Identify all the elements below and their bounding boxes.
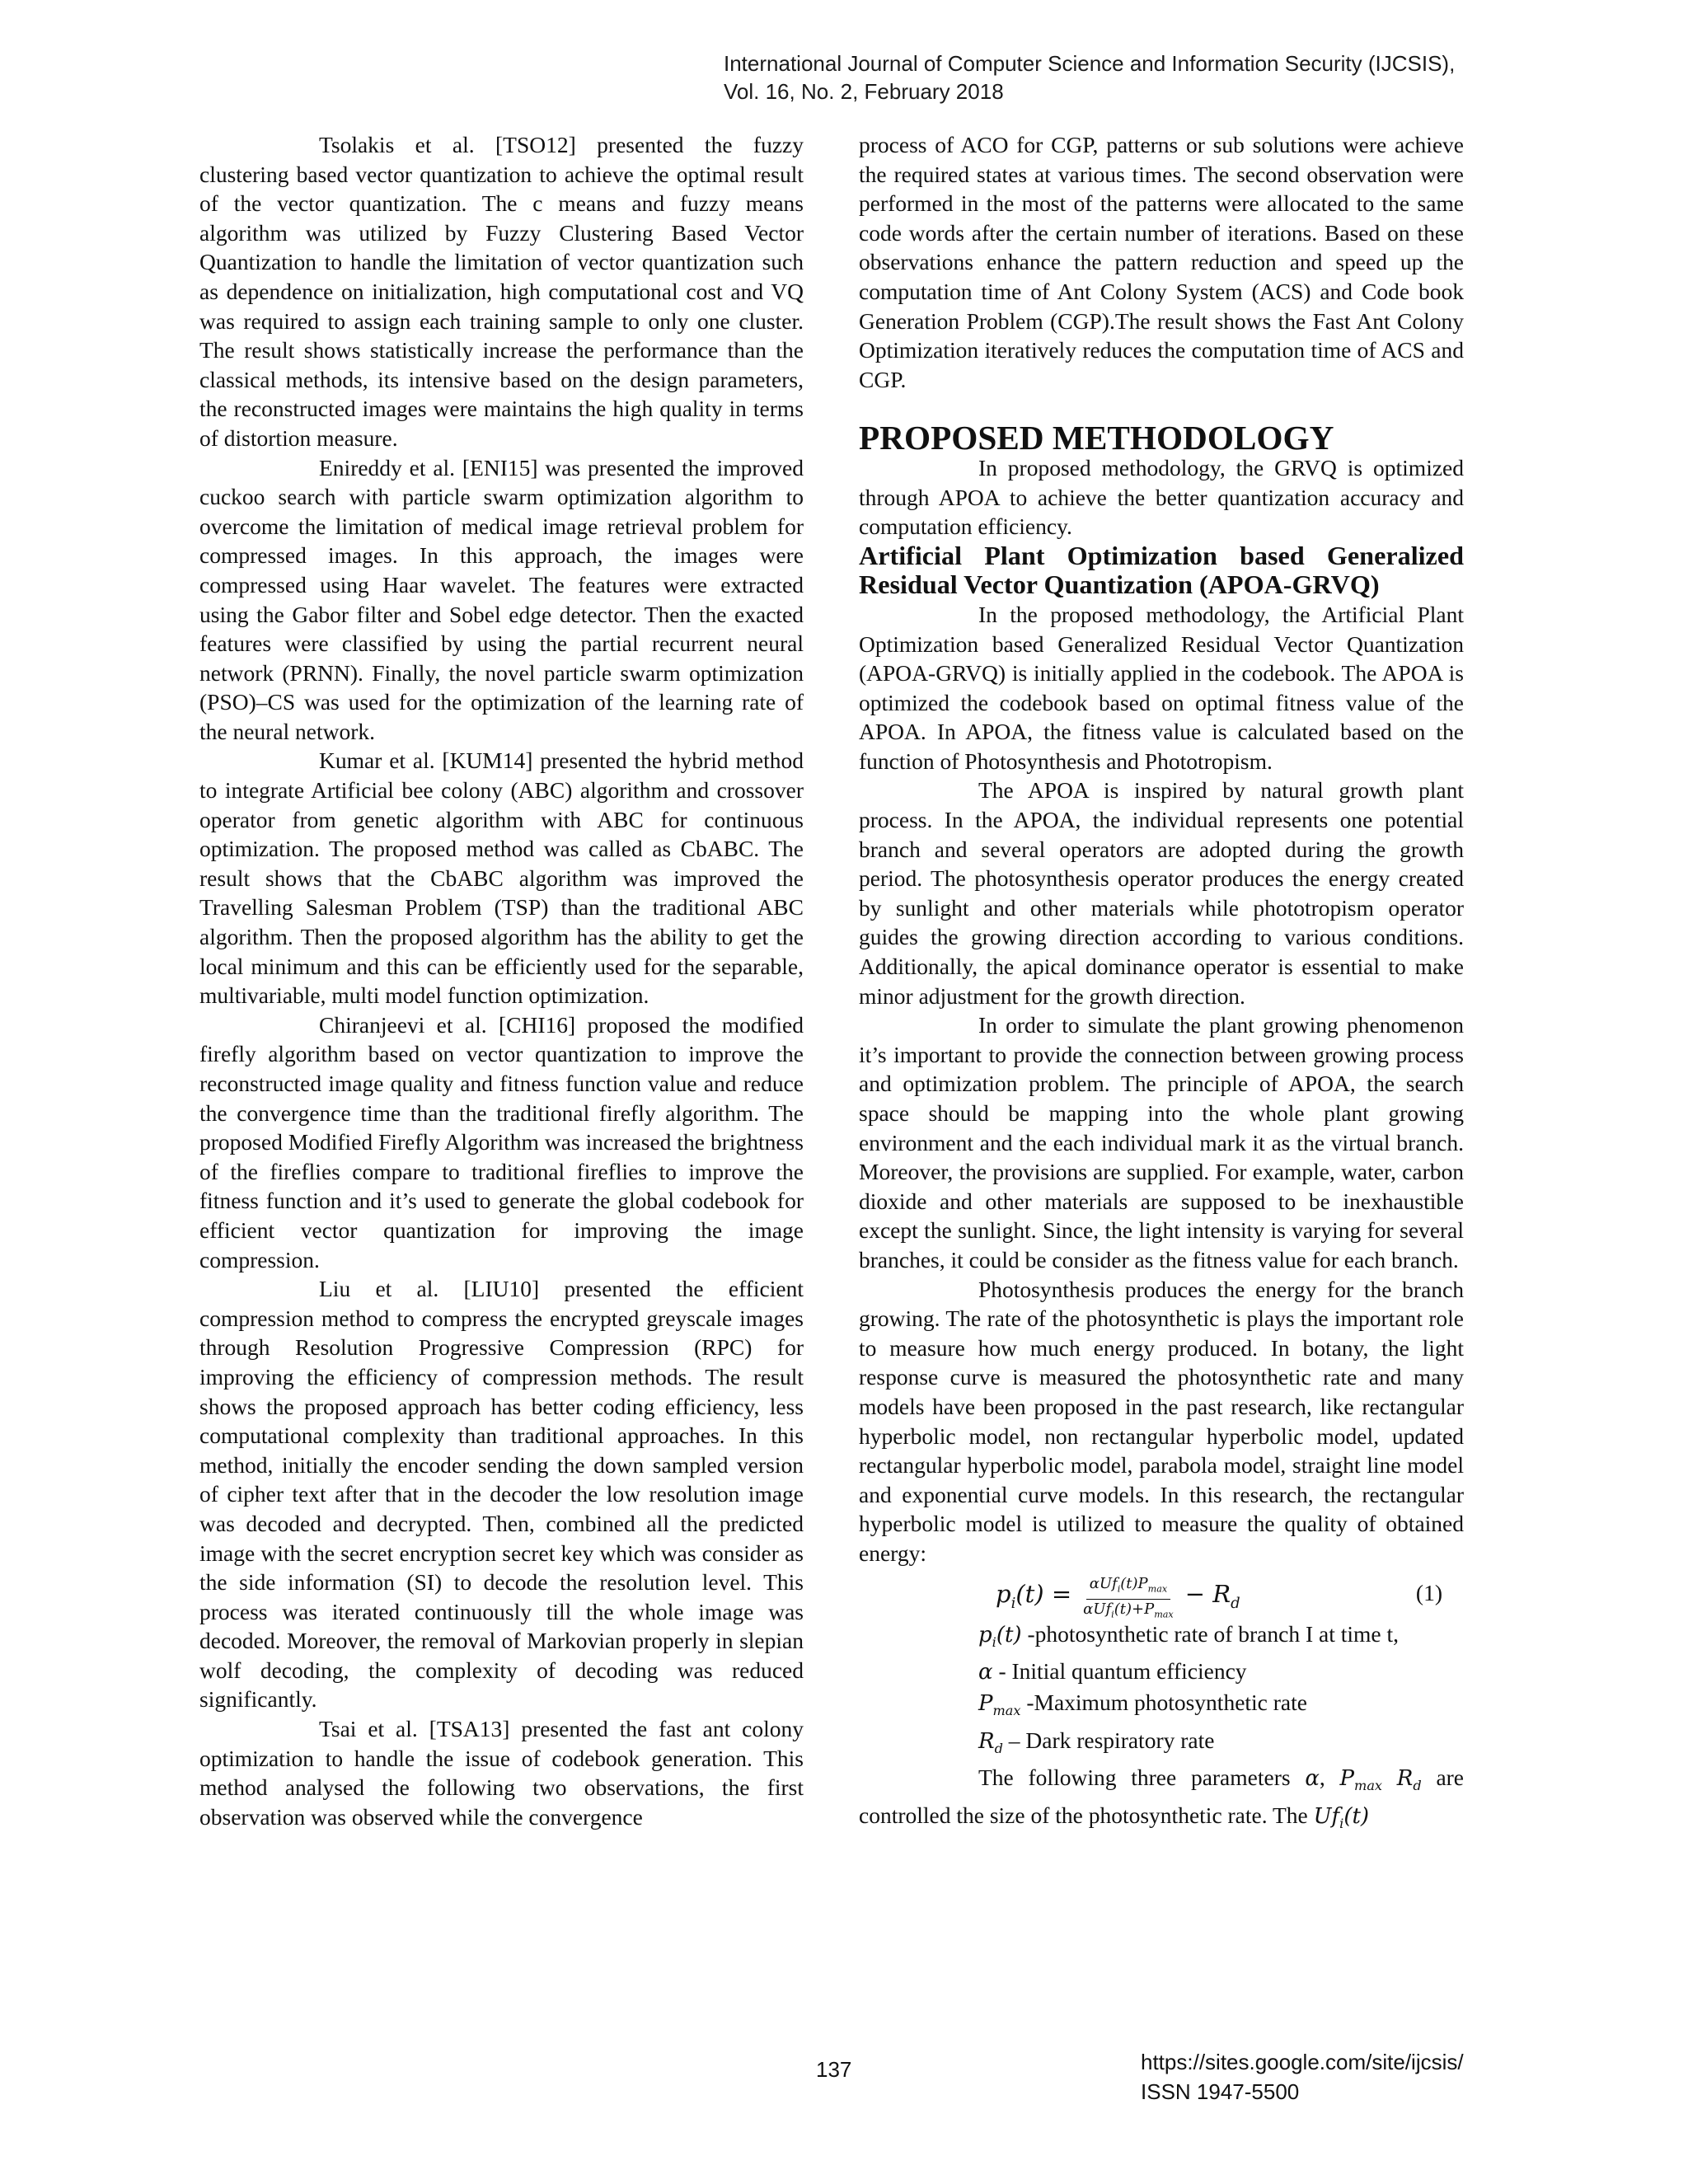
paragraph-enireddy: Enireddy et al. [ENI15] was presented the improved cuckoo search with particle swarm optimization algorithm to overcome the limitation of medical image retrieval problem for compressed images. In this approach, the images were compressed using Haar wavelet. The features were extracted using the Gabor filter and Sobel edge detector. Then the exacted features were classified by using the partial recurrent neural network (PRNN). Finally, the novel particle swarm optimization (PSO)–CS was used for the optimization of the learning rate of the neural network. xyxy=(199,454,804,744)
equation-1 xyxy=(859,1570,1464,1618)
paragraph-proposed-intro: In proposed methodology, the GRVQ is optimized through APOA to achieve the better quantization accuracy and computation efficiency. xyxy=(859,454,1464,540)
journal-title: International Journal of Computer Science and Information Security (IJCSIS), xyxy=(724,51,1456,76)
left-column xyxy=(199,130,804,1831)
right-column xyxy=(859,130,1464,1839)
definition-pi: $p_i(t)$ -photosynthetic rate of branch I at time t, xyxy=(978,1620,1399,1650)
journal-url: https://sites.google.com/site/ijcsis/ xyxy=(1141,2050,1464,2074)
paragraph-aco-continued: process of ACO for CGP, patterns or sub solutions were achieve the required states at various times. The second observation were performed in the most of the patterns were allocated to the same code words after the certain number of iterations. Based on these observations enhance the pattern reduction and speed up the computation time of Ant Colony System (ACS) and Code book Generation Problem (CGP).The result shows the Fast Ant Colony Optimization iteratively reduces the computation time of ACS and CGP. xyxy=(859,132,1464,392)
subsection-title: Artificial Plant Optimization based Generalized Residual Vector Quantization (APOA-GRVQ) xyxy=(859,540,1464,600)
paragraph-kumar: Kumar et al. [KUM14] presented the hybrid method to integrate Artificial bee colony (ABC) algorithm and crossover operator from genetic algorithm with ABC for continuous optimization. The proposed method was called as CbABC. The result shows that the CbABC algorithm was improved the Travelling Salesman Problem (TSP) than the traditional ABC algorithm. Then the proposed algorithm has the ability to get the local minimum and this can be efficiently used for the separable, multivariable, multi model function optimization. xyxy=(199,748,804,1009)
equation-formula: $p_i(t)$ = $\frac{\alpha Uf_i(t)P_{max}}{\alpha Uf_i(t)+P_{max}}$ − $R_d$ xyxy=(996,1574,1240,1620)
paragraph-plant-growing: In order to simulate the plant growing phenomenon it’s important to provide the connection between growing process and optimization problem. The principle of APOA, the search space should be mapping into the whole plant growing environment and the each individual mark it as the virtual branch. Moreover, the provisions are supplied. For example, water, carbon dioxide and other materials are supposed to be inexhaustible except the sunlight. Since, the light intensity is varying for several branches, it could be consider as the fitness value for each branch. xyxy=(859,1012,1464,1272)
page-number: 137 xyxy=(816,2057,852,2082)
section-title: PROPOSED METHODOLOGY xyxy=(859,419,1334,457)
equation-number: (1) xyxy=(1415,1579,1442,1605)
journal-issn: ISSN 1947-5500 xyxy=(1141,2079,1300,2104)
paragraph-liu: Liu et al. [LIU10] presented the efficient compression method to compress the encrypted greyscale images through Resolution Progressive Compression (RPC) for improving the efficiency of compression methods. The result shows the proposed approach has better coding efficiency, less computational complexity than traditional approaches. In this method, initially the encoder sending the down sampled version of cipher text after that in the decoder the low resolution image was decoded and decrypted. Then, combined all the predicted image with the secret encryption secret key which was consider as the side information (SI) to decode the resolution level. This process was iterated continuously till the whole image was decoded. Moreover, the removal of Markovian properly in slepian wolf decoding, the complexity of decoding was reduced significantly. xyxy=(199,1276,804,1713)
journal-header xyxy=(724,49,1647,105)
definition-pmax: $P_{max}$ -Maximum photosynthetic rate xyxy=(978,1689,1307,1719)
journal-volume: Vol. 16, No. 2, February 2018 xyxy=(724,79,1004,104)
paragraph-tsolakis: Tsolakis et al. [TSO12] presented the fuzzy clustering based vector quantization to achieve the optimal result of the vector quantization. The c means and fuzzy means algorithm was utilized by Fuzzy Clustering Based Vector Quantization to handle the limitation of vector quantization such as dependence on initialization, high computational cost and VQ was required to assign each training sample to only one cluster. The result shows statistically increase the performance than the classical methods, its intensive based on the design parameters, the reconstructed images were maintains the high quality in terms of distortion measure. xyxy=(199,132,804,451)
paragraph-apoa-grvq: In the proposed methodology, the Artificial Plant Optimization based Generalized Residual Vector Quantization (APOA-GRVQ) is initially applied in the codebook. The APOA is optimized the codebook based on optimal fitness value of the APOA. In APOA, the fitness value is calculated based on the function of Photosynthesis and Phototropism. xyxy=(859,601,1464,774)
paragraph-parameters: The following three parameters α, $P_{max}$ $R_d$ are controlled the size of the photosynthetic rate. The $Uf_i(t)$ xyxy=(859,1765,1465,1832)
definition-rd: $R_d$ – Dark respiratory rate xyxy=(978,1727,1215,1756)
paragraph-tsai: Tsai et al. [TSA13] presented the fast ant colony optimization to handle the issue of codebook generation. This method analysed the following two observations, the first observation was observed while the convergence xyxy=(199,1716,804,1830)
paragraph-photosynthesis: Photosynthesis produces the energy for the branch growing. The rate of the photosynthetic is plays the important role to measure how much energy produced. In botany, the light response curve is measured the photosynthetic rate and many models have been proposed in the past research, like rectangular hyperbolic model, non rectangular hyperbolic model, updated rectangular hyperbolic model, parabola model, straight line model and exponential curve models. In this research, the rectangular hyperbolic model is utilized to measure the quality of obtained energy: xyxy=(859,1276,1464,1566)
paragraph-chiranjeevi: Chiranjeevi et al. [CHI16] proposed the modified firefly algorithm based on vector quantization to improve the reconstructed image quality and fitness function value and reduce the convergence time than the traditional firefly algorithm. The proposed Modified Firefly Algorithm was increased the brightness of the fireflies compare to traditional fireflies to improve the fitness function and it’s used to generate the global codebook for efficient vector quantization for improving the image compression. xyxy=(199,1011,804,1272)
paragraph-apoa-inspiration: The APOA is inspired by natural growth plant process. In the APOA, the individual represents one potential branch and several operators are adopted during the growth period. The photosynthesis operator produces the energy created by sunlight and other materials while phototropism operator guides the growing direction according to various conditions. Additionally, the apical dominance operator is essential to make minor adjustment for the growth direction. xyxy=(859,777,1464,1009)
footer-info xyxy=(1141,2047,1464,2107)
definition-alpha: α - Initial quantum efficiency xyxy=(978,1658,1247,1685)
